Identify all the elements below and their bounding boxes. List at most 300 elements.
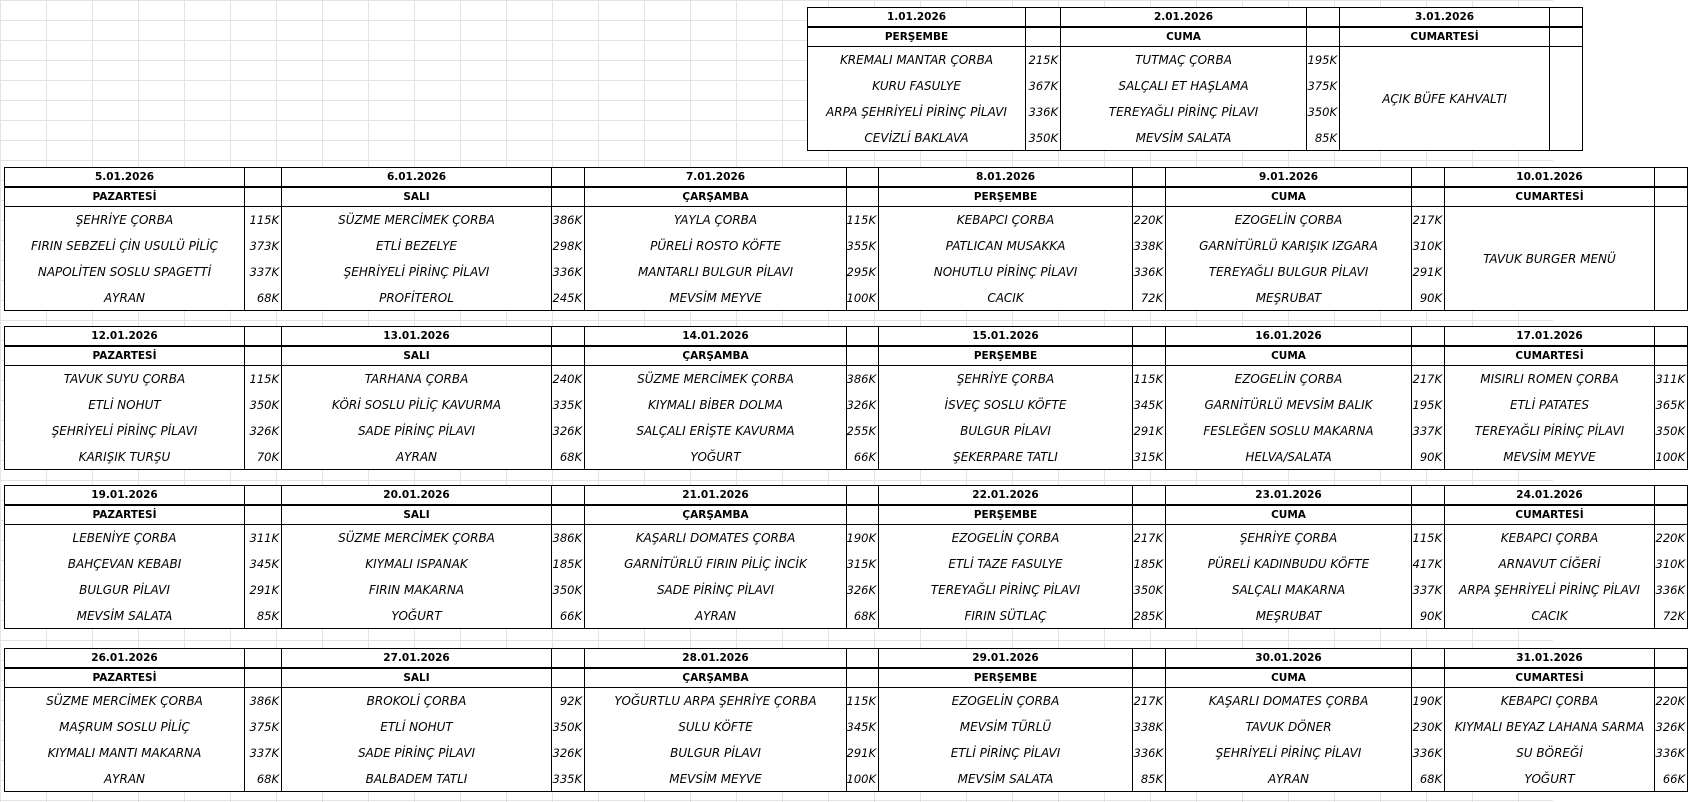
dish-calories[interactable]: 375K: [1306, 73, 1340, 99]
day-name[interactable]: ÇARŞAMBA: [584, 346, 847, 366]
dish-calories[interactable]: 310K: [1411, 233, 1445, 259]
dish-name[interactable]: KAŞARLI DOMATES ÇORBA: [584, 525, 847, 551]
dish-name[interactable]: MEVSİM SALATA: [4, 603, 245, 629]
dish-calories[interactable]: 72K: [1654, 603, 1688, 629]
dish-calories[interactable]: 336K: [1654, 740, 1688, 766]
day-date[interactable]: 17.01.2026: [1444, 326, 1655, 346]
dish-calories[interactable]: 285K: [1132, 603, 1166, 629]
empty-cell[interactable]: [846, 485, 879, 505]
dish-calories[interactable]: 291K: [1411, 259, 1445, 285]
day-name[interactable]: PAZARTESİ: [4, 346, 245, 366]
day-date[interactable]: 15.01.2026: [878, 326, 1133, 346]
day-date[interactable]: 5.01.2026: [4, 167, 245, 187]
dish-name[interactable]: ETLİ BEZELYE: [281, 233, 552, 259]
dish-calories[interactable]: 195K: [1411, 392, 1445, 418]
empty-cell[interactable]: [1549, 7, 1583, 27]
dish-name[interactable]: ŞEHRİYE ÇORBA: [4, 207, 245, 233]
day-name[interactable]: PAZARTESİ: [4, 668, 245, 688]
dish-calories[interactable]: 217K: [1411, 207, 1445, 233]
dish-name[interactable]: KIYMALI BEYAZ LAHANA SARMA: [1444, 714, 1655, 740]
dish-name[interactable]: YOĞURT: [1444, 766, 1655, 792]
empty-cell[interactable]: [1654, 505, 1688, 525]
dish-name[interactable]: ŞEHRİYELİ PİRİNÇ PİLAVI: [4, 418, 245, 444]
dish-calories[interactable]: 336K: [1411, 740, 1445, 766]
empty-cell[interactable]: [1132, 505, 1166, 525]
dish-calories[interactable]: 85K: [244, 603, 282, 629]
day-date[interactable]: 29.01.2026: [878, 648, 1133, 668]
dish-name[interactable]: ŞEHRİYELİ PİRİNÇ PİLAVI: [1165, 740, 1412, 766]
day-name[interactable]: CUMARTESİ: [1444, 187, 1655, 207]
dish-name[interactable]: AYRAN: [4, 766, 245, 792]
dish-name[interactable]: AYRAN: [281, 444, 552, 470]
empty-cell[interactable]: [1132, 167, 1166, 187]
dish-name[interactable]: CEVİZLİ BAKLAVA: [807, 125, 1026, 151]
dish-calories[interactable]: 66K: [551, 603, 585, 629]
dish-calories[interactable]: 295K: [846, 259, 879, 285]
empty-cell[interactable]: [1654, 668, 1688, 688]
empty-cell[interactable]: [1132, 346, 1166, 366]
dish-name[interactable]: SALÇALI ERİŞTE KAVURMA: [584, 418, 847, 444]
dish-calories[interactable]: 326K: [846, 392, 879, 418]
empty-cell[interactable]: [551, 648, 585, 668]
day-name[interactable]: PAZARTESİ: [4, 187, 245, 207]
dish-name[interactable]: TEREYAĞLI PİRİNÇ PİLAVI: [1444, 418, 1655, 444]
dish-name[interactable]: TEREYAĞLI PİRİNÇ PİLAVI: [878, 577, 1133, 603]
dish-calories[interactable]: 310K: [1654, 551, 1688, 577]
dish-calories[interactable]: 337K: [1411, 418, 1445, 444]
empty-cell[interactable]: [1132, 326, 1166, 346]
dish-calories[interactable]: 315K: [1132, 444, 1166, 470]
day-name[interactable]: PERŞEMBE: [807, 27, 1026, 47]
dish-name[interactable]: BROKOLİ ÇORBA: [281, 688, 552, 714]
dish-name[interactable]: MISIRLI ROMEN ÇORBA: [1444, 366, 1655, 392]
dish-name[interactable]: TEREYAĞLI PİRİNÇ PİLAVI: [1060, 99, 1307, 125]
dish-name[interactable]: ETLİ PATATES: [1444, 392, 1655, 418]
dish-name[interactable]: EZOGELİN ÇORBA: [1165, 366, 1412, 392]
merged-menu-cell[interactable]: AÇIK BÜFE KAHVALTI: [1339, 47, 1550, 151]
dish-calories[interactable]: 336K: [1025, 99, 1061, 125]
dish-name[interactable]: TEREYAĞLI BULGUR PİLAVI: [1165, 259, 1412, 285]
dish-calories[interactable]: 85K: [1132, 766, 1166, 792]
day-name[interactable]: CUMARTESİ: [1444, 668, 1655, 688]
dish-calories[interactable]: 90K: [1411, 285, 1445, 311]
day-name[interactable]: PAZARTESİ: [4, 505, 245, 525]
dish-calories[interactable]: 336K: [1132, 740, 1166, 766]
day-date[interactable]: 28.01.2026: [584, 648, 847, 668]
empty-cell[interactable]: [244, 346, 282, 366]
empty-cell[interactable]: [551, 668, 585, 688]
dish-calories[interactable]: 335K: [551, 392, 585, 418]
dish-name[interactable]: ARNAVUT CİĞERİ: [1444, 551, 1655, 577]
dish-calories[interactable]: 336K: [1654, 577, 1688, 603]
empty-cell[interactable]: [1549, 47, 1583, 151]
day-date[interactable]: 31.01.2026: [1444, 648, 1655, 668]
dish-name[interactable]: MANTARLI BULGUR PİLAVI: [584, 259, 847, 285]
empty-cell[interactable]: [1025, 7, 1061, 27]
empty-cell[interactable]: [1411, 167, 1445, 187]
day-date[interactable]: 26.01.2026: [4, 648, 245, 668]
dish-calories[interactable]: 350K: [1654, 418, 1688, 444]
dish-calories[interactable]: 291K: [1132, 418, 1166, 444]
empty-cell[interactable]: [244, 648, 282, 668]
dish-name[interactable]: ŞEKERPARE TATLI: [878, 444, 1133, 470]
empty-cell[interactable]: [244, 485, 282, 505]
empty-cell[interactable]: [1411, 668, 1445, 688]
dish-calories[interactable]: 90K: [1411, 444, 1445, 470]
dish-name[interactable]: GARNİTÜRLÜ FIRIN PİLİÇ İNCİK: [584, 551, 847, 577]
dish-name[interactable]: PÜRELİ ROSTO KÖFTE: [584, 233, 847, 259]
dish-calories[interactable]: 326K: [1654, 714, 1688, 740]
day-date[interactable]: 20.01.2026: [281, 485, 552, 505]
dish-calories[interactable]: 315K: [846, 551, 879, 577]
day-name[interactable]: SALI: [281, 187, 552, 207]
dish-calories[interactable]: 68K: [551, 444, 585, 470]
dish-calories[interactable]: 240K: [551, 366, 585, 392]
dish-calories[interactable]: 336K: [1132, 259, 1166, 285]
dish-name[interactable]: BULGUR PİLAVI: [878, 418, 1133, 444]
empty-cell[interactable]: [244, 668, 282, 688]
day-name[interactable]: CUMA: [1060, 27, 1307, 47]
dish-name[interactable]: SÜZME MERCİMEK ÇORBA: [584, 366, 847, 392]
empty-cell[interactable]: [1411, 505, 1445, 525]
dish-name[interactable]: SALÇALI MAKARNA: [1165, 577, 1412, 603]
empty-cell[interactable]: [1411, 485, 1445, 505]
dish-name[interactable]: YOĞURT: [584, 444, 847, 470]
dish-calories[interactable]: 66K: [1654, 766, 1688, 792]
day-date[interactable]: 3.01.2026: [1339, 7, 1550, 27]
empty-cell[interactable]: [1654, 187, 1688, 207]
dish-name[interactable]: EZOGELİN ÇORBA: [878, 525, 1133, 551]
dish-name[interactable]: SADE PİRİNÇ PİLAVI: [584, 577, 847, 603]
dish-name[interactable]: PÜRELİ KADINBUDU KÖFTE: [1165, 551, 1412, 577]
dish-calories[interactable]: 85K: [1306, 125, 1340, 151]
empty-cell[interactable]: [244, 326, 282, 346]
empty-cell[interactable]: [1411, 346, 1445, 366]
dish-calories[interactable]: 311K: [244, 525, 282, 551]
empty-cell[interactable]: [1654, 207, 1688, 311]
dish-calories[interactable]: 115K: [244, 366, 282, 392]
empty-cell[interactable]: [1654, 326, 1688, 346]
day-date[interactable]: 21.01.2026: [584, 485, 847, 505]
day-name[interactable]: SALI: [281, 505, 552, 525]
dish-calories[interactable]: 68K: [244, 285, 282, 311]
dish-name[interactable]: FIRIN SÜTLAÇ: [878, 603, 1133, 629]
empty-cell[interactable]: [846, 668, 879, 688]
day-date[interactable]: 14.01.2026: [584, 326, 847, 346]
dish-calories[interactable]: 68K: [244, 766, 282, 792]
dish-name[interactable]: PROFİTEROL: [281, 285, 552, 311]
dish-name[interactable]: EZOGELİN ÇORBA: [1165, 207, 1412, 233]
dish-name[interactable]: KEBAPCI ÇORBA: [1444, 688, 1655, 714]
dish-name[interactable]: NAPOLİTEN SOSLU SPAGETTİ: [4, 259, 245, 285]
day-date[interactable]: 10.01.2026: [1444, 167, 1655, 187]
dish-name[interactable]: YOĞURT: [281, 603, 552, 629]
dish-name[interactable]: SU BÖREĞİ: [1444, 740, 1655, 766]
day-name[interactable]: SALI: [281, 346, 552, 366]
dish-calories[interactable]: 115K: [846, 207, 879, 233]
dish-name[interactable]: İSVEÇ SOSLU KÖFTE: [878, 392, 1133, 418]
dish-name[interactable]: MEŞRUBAT: [1165, 603, 1412, 629]
day-date[interactable]: 2.01.2026: [1060, 7, 1307, 27]
day-name[interactable]: PERŞEMBE: [878, 346, 1133, 366]
dish-calories[interactable]: 220K: [1654, 688, 1688, 714]
dish-name[interactable]: KIYMALI ISPANAK: [281, 551, 552, 577]
dish-calories[interactable]: 350K: [1132, 577, 1166, 603]
dish-name[interactable]: MEVSİM SALATA: [1060, 125, 1307, 151]
dish-name[interactable]: GARNİTÜRLÜ KARIŞIK IZGARA: [1165, 233, 1412, 259]
dish-name[interactable]: ŞEHRİYE ÇORBA: [878, 366, 1133, 392]
empty-cell[interactable]: [244, 187, 282, 207]
empty-cell[interactable]: [1132, 668, 1166, 688]
dish-name[interactable]: CACIK: [1444, 603, 1655, 629]
dish-name[interactable]: SALÇALI ET HAŞLAMA: [1060, 73, 1307, 99]
day-date[interactable]: 16.01.2026: [1165, 326, 1412, 346]
dish-calories[interactable]: 338K: [1132, 714, 1166, 740]
day-name[interactable]: CUMA: [1165, 505, 1412, 525]
dish-name[interactable]: KEBAPCI ÇORBA: [878, 207, 1133, 233]
dish-name[interactable]: ETLİ NOHUT: [4, 392, 245, 418]
empty-cell[interactable]: [1549, 27, 1583, 47]
empty-cell[interactable]: [846, 648, 879, 668]
dish-name[interactable]: KAŞARLI DOMATES ÇORBA: [1165, 688, 1412, 714]
day-date[interactable]: 1.01.2026: [807, 7, 1026, 27]
dish-calories[interactable]: 345K: [1132, 392, 1166, 418]
dish-name[interactable]: AYRAN: [1165, 766, 1412, 792]
dish-calories[interactable]: 115K: [846, 688, 879, 714]
dish-calories[interactable]: 190K: [846, 525, 879, 551]
dish-calories[interactable]: 220K: [1132, 207, 1166, 233]
dish-name[interactable]: KREMALI MANTAR ÇORBA: [807, 47, 1026, 73]
dish-calories[interactable]: 115K: [244, 207, 282, 233]
empty-cell[interactable]: [1654, 648, 1688, 668]
dish-calories[interactable]: 365K: [1654, 392, 1688, 418]
dish-name[interactable]: MAŞRUM SOSLU PİLİÇ: [4, 714, 245, 740]
dish-name[interactable]: ARPA ŞEHRİYELİ PİRİNÇ PİLAVI: [1444, 577, 1655, 603]
dish-name[interactable]: FESLEĞEN SOSLU MAKARNA: [1165, 418, 1412, 444]
dish-calories[interactable]: 220K: [1654, 525, 1688, 551]
empty-cell[interactable]: [1132, 648, 1166, 668]
day-date[interactable]: 9.01.2026: [1165, 167, 1412, 187]
dish-calories[interactable]: 100K: [846, 285, 879, 311]
dish-calories[interactable]: 386K: [551, 525, 585, 551]
empty-cell[interactable]: [1654, 485, 1688, 505]
dish-name[interactable]: ARPA ŞEHRİYELİ PİRİNÇ PİLAVI: [807, 99, 1026, 125]
dish-name[interactable]: TAVUK SUYU ÇORBA: [4, 366, 245, 392]
dish-calories[interactable]: 230K: [1411, 714, 1445, 740]
empty-cell[interactable]: [1025, 27, 1061, 47]
day-date[interactable]: 24.01.2026: [1444, 485, 1655, 505]
empty-cell[interactable]: [1306, 7, 1340, 27]
dish-calories[interactable]: 291K: [846, 740, 879, 766]
day-name[interactable]: PERŞEMBE: [878, 505, 1133, 525]
empty-cell[interactable]: [551, 485, 585, 505]
dish-name[interactable]: MEVSİM MEYVE: [1444, 444, 1655, 470]
day-date[interactable]: 27.01.2026: [281, 648, 552, 668]
day-name[interactable]: ÇARŞAMBA: [584, 505, 847, 525]
dish-calories[interactable]: 337K: [1411, 577, 1445, 603]
dish-name[interactable]: KÖRİ SOSLU PİLİÇ KAVURMA: [281, 392, 552, 418]
dish-name[interactable]: BULGUR PİLAVI: [4, 577, 245, 603]
dish-calories[interactable]: 326K: [244, 418, 282, 444]
dish-name[interactable]: TAVUK DÖNER: [1165, 714, 1412, 740]
dish-calories[interactable]: 291K: [244, 577, 282, 603]
day-name[interactable]: PERŞEMBE: [878, 187, 1133, 207]
day-name[interactable]: ÇARŞAMBA: [584, 668, 847, 688]
empty-cell[interactable]: [244, 167, 282, 187]
dish-name[interactable]: YAYLA ÇORBA: [584, 207, 847, 233]
dish-calories[interactable]: 373K: [244, 233, 282, 259]
day-date[interactable]: 7.01.2026: [584, 167, 847, 187]
dish-name[interactable]: CACIK: [878, 285, 1133, 311]
dish-calories[interactable]: 326K: [551, 740, 585, 766]
dish-name[interactable]: SÜZME MERCİMEK ÇORBA: [281, 525, 552, 551]
dish-name[interactable]: SULU KÖFTE: [584, 714, 847, 740]
dish-name[interactable]: KURU FASULYE: [807, 73, 1026, 99]
dish-name[interactable]: TUTMAÇ ÇORBA: [1060, 47, 1307, 73]
dish-calories[interactable]: 185K: [551, 551, 585, 577]
dish-name[interactable]: MEVSİM SALATA: [878, 766, 1133, 792]
dish-calories[interactable]: 326K: [551, 418, 585, 444]
dish-calories[interactable]: 375K: [244, 714, 282, 740]
day-date[interactable]: 6.01.2026: [281, 167, 552, 187]
dish-calories[interactable]: 217K: [1132, 525, 1166, 551]
empty-cell[interactable]: [1306, 27, 1340, 47]
dish-calories[interactable]: 311K: [1654, 366, 1688, 392]
dish-name[interactable]: AYRAN: [4, 285, 245, 311]
dish-calories[interactable]: 215K: [1025, 47, 1061, 73]
dish-calories[interactable]: 115K: [1411, 525, 1445, 551]
day-date[interactable]: 30.01.2026: [1165, 648, 1412, 668]
dish-name[interactable]: EZOGELİN ÇORBA: [878, 688, 1133, 714]
dish-name[interactable]: FIRIN SEBZELİ ÇİN USULÜ PİLİÇ: [4, 233, 245, 259]
dish-name[interactable]: ETLİ TAZE FASULYE: [878, 551, 1133, 577]
day-name[interactable]: CUMARTESİ: [1339, 27, 1550, 47]
empty-cell[interactable]: [1132, 187, 1166, 207]
empty-cell[interactable]: [1411, 187, 1445, 207]
day-date[interactable]: 23.01.2026: [1165, 485, 1412, 505]
empty-cell[interactable]: [1654, 346, 1688, 366]
dish-calories[interactable]: 350K: [244, 392, 282, 418]
empty-cell[interactable]: [551, 505, 585, 525]
dish-name[interactable]: KARIŞIK TURŞU: [4, 444, 245, 470]
dish-calories[interactable]: 337K: [244, 740, 282, 766]
dish-name[interactable]: MEVSİM MEYVE: [584, 766, 847, 792]
dish-calories[interactable]: 336K: [551, 259, 585, 285]
dish-name[interactable]: MEVSİM MEYVE: [584, 285, 847, 311]
empty-cell[interactable]: [846, 167, 879, 187]
dish-name[interactable]: MEŞRUBAT: [1165, 285, 1412, 311]
dish-calories[interactable]: 68K: [846, 603, 879, 629]
dish-calories[interactable]: 338K: [1132, 233, 1166, 259]
dish-name[interactable]: MEVSİM TÜRLÜ: [878, 714, 1133, 740]
dish-calories[interactable]: 337K: [244, 259, 282, 285]
dish-calories[interactable]: 245K: [551, 285, 585, 311]
empty-cell[interactable]: [846, 326, 879, 346]
empty-cell[interactable]: [551, 326, 585, 346]
day-date[interactable]: 12.01.2026: [4, 326, 245, 346]
dish-calories[interactable]: 115K: [1132, 366, 1166, 392]
dish-name[interactable]: NOHUTLU PİRİNÇ PİLAVI: [878, 259, 1133, 285]
merged-menu-cell[interactable]: TAVUK BURGER MENÜ: [1444, 207, 1655, 311]
dish-name[interactable]: KIYMALI MANTI MAKARNA: [4, 740, 245, 766]
dish-name[interactable]: SADE PİRİNÇ PİLAVI: [281, 418, 552, 444]
dish-calories[interactable]: 100K: [1654, 444, 1688, 470]
dish-name[interactable]: BAHÇEVAN KEBABI: [4, 551, 245, 577]
dish-calories[interactable]: 335K: [551, 766, 585, 792]
dish-calories[interactable]: 70K: [244, 444, 282, 470]
dish-calories[interactable]: 72K: [1132, 285, 1166, 311]
dish-calories[interactable]: 345K: [244, 551, 282, 577]
empty-cell[interactable]: [551, 346, 585, 366]
dish-calories[interactable]: 345K: [846, 714, 879, 740]
dish-calories[interactable]: 298K: [551, 233, 585, 259]
day-name[interactable]: ÇARŞAMBA: [584, 187, 847, 207]
day-name[interactable]: CUMARTESİ: [1444, 346, 1655, 366]
dish-calories[interactable]: 386K: [244, 688, 282, 714]
dish-calories[interactable]: 386K: [551, 207, 585, 233]
dish-name[interactable]: SADE PİRİNÇ PİLAVI: [281, 740, 552, 766]
dish-name[interactable]: AYRAN: [584, 603, 847, 629]
dish-calories[interactable]: 386K: [846, 366, 879, 392]
empty-cell[interactable]: [846, 346, 879, 366]
dish-name[interactable]: KIYMALI BİBER DOLMA: [584, 392, 847, 418]
dish-calories[interactable]: 326K: [846, 577, 879, 603]
dish-name[interactable]: YOĞURTLU ARPA ŞEHRİYE ÇORBA: [584, 688, 847, 714]
dish-name[interactable]: SÜZME MERCİMEK ÇORBA: [4, 688, 245, 714]
day-date[interactable]: 22.01.2026: [878, 485, 1133, 505]
dish-calories[interactable]: 90K: [1411, 603, 1445, 629]
empty-cell[interactable]: [244, 505, 282, 525]
dish-name[interactable]: BULGUR PİLAVI: [584, 740, 847, 766]
dish-calories[interactable]: 367K: [1025, 73, 1061, 99]
dish-calories[interactable]: 217K: [1132, 688, 1166, 714]
empty-cell[interactable]: [1654, 167, 1688, 187]
day-name[interactable]: PERŞEMBE: [878, 668, 1133, 688]
dish-calories[interactable]: 350K: [1025, 125, 1061, 151]
empty-cell[interactable]: [551, 187, 585, 207]
empty-cell[interactable]: [846, 505, 879, 525]
dish-name[interactable]: GARNİTÜRLÜ MEVSİM BALIK: [1165, 392, 1412, 418]
dish-name[interactable]: ETLİ NOHUT: [281, 714, 552, 740]
dish-name[interactable]: ETLİ PİRİNÇ PİLAVI: [878, 740, 1133, 766]
empty-cell[interactable]: [1411, 648, 1445, 668]
empty-cell[interactable]: [846, 187, 879, 207]
day-date[interactable]: 13.01.2026: [281, 326, 552, 346]
dish-calories[interactable]: 190K: [1411, 688, 1445, 714]
dish-name[interactable]: SÜZME MERCİMEK ÇORBA: [281, 207, 552, 233]
dish-name[interactable]: TARHANA ÇORBA: [281, 366, 552, 392]
day-name[interactable]: CUMARTESİ: [1444, 505, 1655, 525]
dish-name[interactable]: BALBADEM TATLI: [281, 766, 552, 792]
day-date[interactable]: 19.01.2026: [4, 485, 245, 505]
empty-cell[interactable]: [1411, 326, 1445, 346]
dish-calories[interactable]: 185K: [1132, 551, 1166, 577]
dish-name[interactable]: ŞEHRİYE ÇORBA: [1165, 525, 1412, 551]
day-name[interactable]: CUMA: [1165, 346, 1412, 366]
dish-name[interactable]: LEBENİYE ÇORBA: [4, 525, 245, 551]
day-name[interactable]: CUMA: [1165, 187, 1412, 207]
dish-calories[interactable]: 255K: [846, 418, 879, 444]
dish-calories[interactable]: 195K: [1306, 47, 1340, 73]
dish-name[interactable]: HELVA/SALATA: [1165, 444, 1412, 470]
dish-calories[interactable]: 217K: [1411, 366, 1445, 392]
dish-calories[interactable]: 100K: [846, 766, 879, 792]
day-name[interactable]: CUMA: [1165, 668, 1412, 688]
dish-calories[interactable]: 66K: [846, 444, 879, 470]
dish-calories[interactable]: 350K: [551, 714, 585, 740]
dish-calories[interactable]: 417K: [1411, 551, 1445, 577]
day-date[interactable]: 8.01.2026: [878, 167, 1133, 187]
